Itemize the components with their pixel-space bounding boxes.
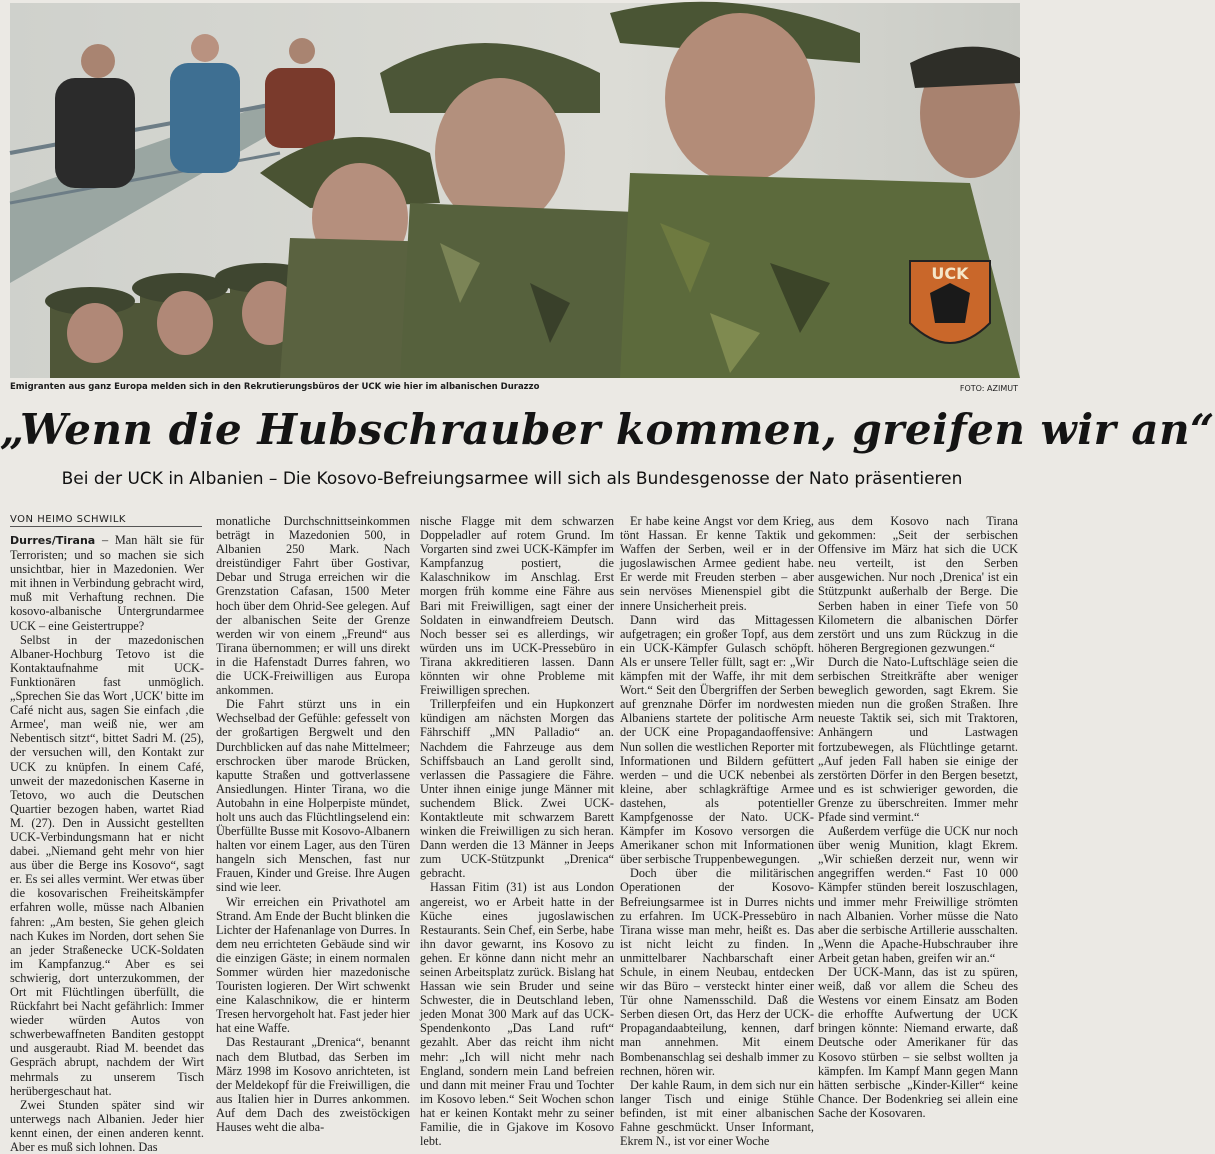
news-photo [10,3,1020,378]
article-column-4 [620,514,814,1149]
byline: VON HEIMO SCHWILK [10,514,202,527]
paragraph: Doch über die militärischen Operationen der Kosovo-Befreiungsarmee ist in Durres nichts zu erfahren. Im UCK-Pressebüro in Tirana wisse man mehr, heißt es. Das ist nicht leicht zu finden. In unmittelbarer Nachbarschaft einer Schule, in einem Neubau, entdecken wir das Büro – versteckt hinter einer Tür ohne Namensschild. Daß die Serben diesen Ort, das Herz der UCK-Propagandaabteilung, kennen, darf man annehmen. Mit einem Bombenanschlag sei deshalb immer zu rechnen, hören wir. [620,866,814,1078]
paragraph: Der UCK-Mann, das ist zu spüren, weiß, daß vor allem die Scheu des Westens vor einem Einsatz am Boden die erhoffte Aufwertung der UCK bringen könnte: Niemand erwarte, daß Deutsche oder Amerikaner für das Kosovo stürben – sie selbst wollten ja kämpfen. Im Kampf Mann gegen Mann hätten serbische „Kinder-Killer“ keine Chance. Der Bodenkrieg sei allein eine Sache der Kosovaren. [818,965,1018,1120]
paragraph: Dann wird das Mittagessen aufgetragen; ein großer Topf, aus dem ein UCK-Kämpfer Gulasch schöpft. Als er unsere Teller füllt, sagt er: „Wir kämpfen mit der Waffe, ihr mit dem Wort.“ Seit den Übergriffen der Serben auf grenznahe Dörfer im nordwesten Albaniens startete der politische Arm der UCK eine Propagandaoffensive: Nun sollen die westlichen Reporter mit Informationen und Bildern gefüttert werden – und die UCK nebenbei als kleine, aber schlagkräftige Armee dastehen, als potentieller Kampfgenosse der Nato. UCK-Kämpfer im Kosovo versorgen die Amerikaner schon mit Informationen über serbische Truppenbewegungen. [620,612,814,867]
article-column-3 [420,514,614,1149]
paragraph: Die Fahrt stürzt uns in ein Wechselbad der Gefühle: gefesselt von der großartigen Bergwelt und den Durchblicken auf das nahe Mittelmeer; erschrocken über marode Brücken, kaputte Straßen und gottverlassene Ansiedlungen. Hinter Tirana, wo die Autobahn in eine Holperpiste mündet, holt uns auch das Flüchtlingselend ein: Überfüllte Busse mit Kosovo-Albanern halten vor einem Lager, aus den Türen hangeln sich Menschen, fast nur Frauen, Kinder und Greise. Ihre Augen sind wie leer. [216,697,410,895]
paragraph: Das Restaurant „Drenica“, benannt nach dem Blutbad, das Serben im März 1998 im Kosovo anrichteten, ist der Meldekopf für die Freiwilligen, die aus Italien hier in Durres ankommen. Auf dem Dach des zweistöckigen Hauses weht die alba- [216,1035,410,1135]
photo-caption: Emigranten aus ganz Europa melden sich in den Rekrutierungsbüros der UCK wie hier im albanischen Durazzo [10,382,540,392]
paragraph: Durres/Tirana – Man hält sie für Terroristen; und so machen sie sich unsichtbar, hier in Mazedonien. Wer mit ihnen in Verbindung gebracht wird, muß mit Verhaftung rechnen. Die kosovo-albanische Untergrundarmee UCK – eine Geistertruppe? [10,533,204,633]
paragraph: Selbst in der mazedonischen Albaner-Hochburg Tetovo ist die Kontaktaufnahme mit UCK-Funktionären fast unmöglich. „Sprechen Sie das Wort ‚UCK' bitte im Café nicht aus, sagen Sie einfach ‚die Armee', man weiß nie, wer am Nebentisch sitzt“, bittet Sadri M. (25), der versuchen will, den Kontakt zur UCK zu knüpfen. In einem Café, unweit der mazedonischen Kaserne in Tetovo, wo auch die Deutschen Quartier bezogen haben, wartet Riad M. (27). Den in Aussicht gestellten UCK-Verbindungsmann hat er nicht dabei. „Niemand geht mehr von hier aus über die Berge ins Kosovo“, sagt er. Es sei alles vermint. Wer etwas über die kosovarischen Freiheitskämpfer erfahren wolle, müsse nach Albanien fahren: „Am besten, Sie gehen gleich nach Kukes im Norden, dort sehen Sie an jeder Straßenecke UCK-Soldaten im Kampfanzug.“ Aber es sei schwierig, dort unterzukommen, der Ort mit Flüchtlingen überfüllt, die Rückfahrt bei Nacht gefährlich: Immer wieder würden Autos von schwerbewaffneten Banditen gestoppt und ausgeraubt. Riad M. beendet das Gespräch abrupt, nachdem der Wirt mehrmals zu unserem Tisch herübergeschaut hat. [10,632,204,1098]
photo-credit: FOTO: AZIMUT [959,384,1018,393]
paragraph: Der kahle Raum, in dem sich nur ein langer Tisch und einige Stühle befinden, ist mit einer albanischen Fahne geschmückt. Unser Informant, Ekrem N., ist vor einer Woche [620,1077,814,1149]
paragraph: Wir erreichen ein Privathotel am Strand. Am Ende der Bucht blinken die Lichter der Hafenanlage von Durres. In dem neu errichteten Gebäude sind wir die einzigen Gäste; in einem normalen Sommer würden hier mazedonische Touristen logieren. Der Wirt schwenkt eine Kalaschnikow, die er hinterm Tresen hervorgeholt hat. Fast jeder hier hat eine Waffe. [216,894,410,1036]
paragraph: monatliche Durchschnittseinkommen beträgt in Mazedonien 500, in Albanien 250 Mark. Nach dreistündiger Fahrt über Gostivar, Debar und Struga erreichen wir die Grenzstation Cafasan, 1500 Meter hoch über dem Ohrid-See gelegen. Auf der albanischen Seite der Grenze werden wir von einem „Freund“ aus Tirana übernommen; er will uns direkt in die Hafenstadt Durres fahren, wo die UCK-Freiwilligen aus Europa ankommen. [216,514,410,698]
paragraph: Er habe keine Angst vor dem Krieg, tönt Hassan. Er kenne Taktik und Waffen der Serben, weil er in der jugoslawischen Armee gedient habe. Er werde mit Freuden sterben – aber sein nervöses Mienenspiel gibt die innere Unsicherheit preis. [620,514,814,613]
article-column-2 [216,514,410,1140]
paragraph: Durch die Nato-Luftschläge seien die serbischen Streitkräfte aber weniger beweglich geworden, sagt Ekrem. Sie mieden nun die großen Straßen. Ihre neueste Taktik sei, sich mit Traktoren, Anhängern und Lastwagen fortzubewegen, als Flüchtlinge getarnt. „Auf jeden Fall haben sie einige der zerstörten Dörfer in den Bergen besetzt, und es ist schwieriger geworden, die Grenze zu überschreiten. Immer mehr Pfade sind vermint.“ [818,654,1018,824]
article-column-1 [10,533,204,1154]
paragraph: nische Flagge mit dem schwarzen Doppeladler auf rotem Grund. Im Vorgarten sind zwei UCK-Kämpfer im Kampfanzug postiert, die Kalaschnikow im Anschlag. Erst morgen früh komme eine Fähre aus Bari mit Freiwilligen, sagt einer der Soldaten in einwandfreiem Deutsch. Noch besser sei es allerdings, wir würden uns im UCK-Pressebüro in Tirana akkreditieren lassen. Dann könnten wir ohne Probleme mit Freiwilligen sprechen. [420,514,614,698]
paragraph: Außerdem verfüge die UCK nur noch über wenig Munition, klagt Ekrem. „Wir schießen derzeit nur, wenn wir angegriffen werden.“ Fast 10 000 Kämpfer stünden bereit loszuschlagen, und immer mehr Freiwillige strömten nach Albanien. Vorher müsse die Nato aber die serbische Artillerie ausschalten. „Wenn die Apache-Hubschrauber ihre Arbeit getan haben, greifen wir an.“ [818,824,1018,965]
article-column-5 [818,514,1018,1140]
paragraph: Hassan Fitim (31) ist aus London angereist, wo er Arbeit hatte in der Küche eines jugoslawischen Restaurants. Sein Chef, ein Serbe, habe ihn davor gewarnt, ins Kosovo zu gehen. Er könne dann nicht mehr an seinen Arbeitsplatz zurück. Bislang hat Hassan wie sein Bruder und seine Schwester, die in Deutschland leben, jeden Monat 300 Mark auf das UCK-Spendenkonto „Das Land ruft“ gezahlt. Aber das reicht ihm nicht mehr: „Ich will nicht mehr nach England, sondern mein Land befreien und dann mit meiner Frau und Tochter im Kosovo leben.“ Seit Wochen schon hat er keinen Kontakt mehr zu seiner Familie, die in Gjakove im Kosovo lebt. [420,880,614,1149]
paragraph: aus dem Kosovo nach Tirana gekommen: „Seit der serbischen Offensive im März hat sich die UCK neu verteilt, ist den Serben ausgewichen. Nur noch ‚Drenica' ist ein Stützpunkt außerhalb der Berge. Die Serben haben in einer Tiefe von 50 Kilometern die albanischen Dörfer zerstört und uns zum Rückzug in die höheren Bergregionen gezwungen.“ [818,514,1018,655]
soldiers-illustration [10,3,1020,378]
subheadline: Bei der UCK in Albanien – Die Kosovo-Befreiungsarmee will sich als Bundesgenosse der Nato präsentieren [61,469,963,489]
headline: „Wenn die Hubschrauber kommen, greifen wir an“ [0,405,1215,454]
uck-patch [910,261,990,343]
paragraph: Trillerpfeifen und ein Hupkonzert kündigen am nächsten Morgen das Fährschiff „MN Palladio“ an. Nachdem die Fahrzeuge aus dem Schiffsbauch an Land gerollt sind, verlassen die Passagiere die Fähre. Unter ihnen einige junge Männer mit suchendem Blick. Zwei UCK-Kontaktleute mit schwarzem Barett winken die Freiwilligen zu sich heran. Dann werden die 13 Männer in Jeeps zum UCK-Stützpunkt „Drenica“ gebracht. [420,697,614,881]
dateline: Durres/Tirana [10,534,96,547]
patch-text: UCK [931,264,969,283]
paragraph: Zwei Stunden später sind wir unterwegs nach Albanien. Jeder hier kennt einen, der einen anderen kennt. Aber es muß sich lohnen. Das [10,1097,204,1154]
